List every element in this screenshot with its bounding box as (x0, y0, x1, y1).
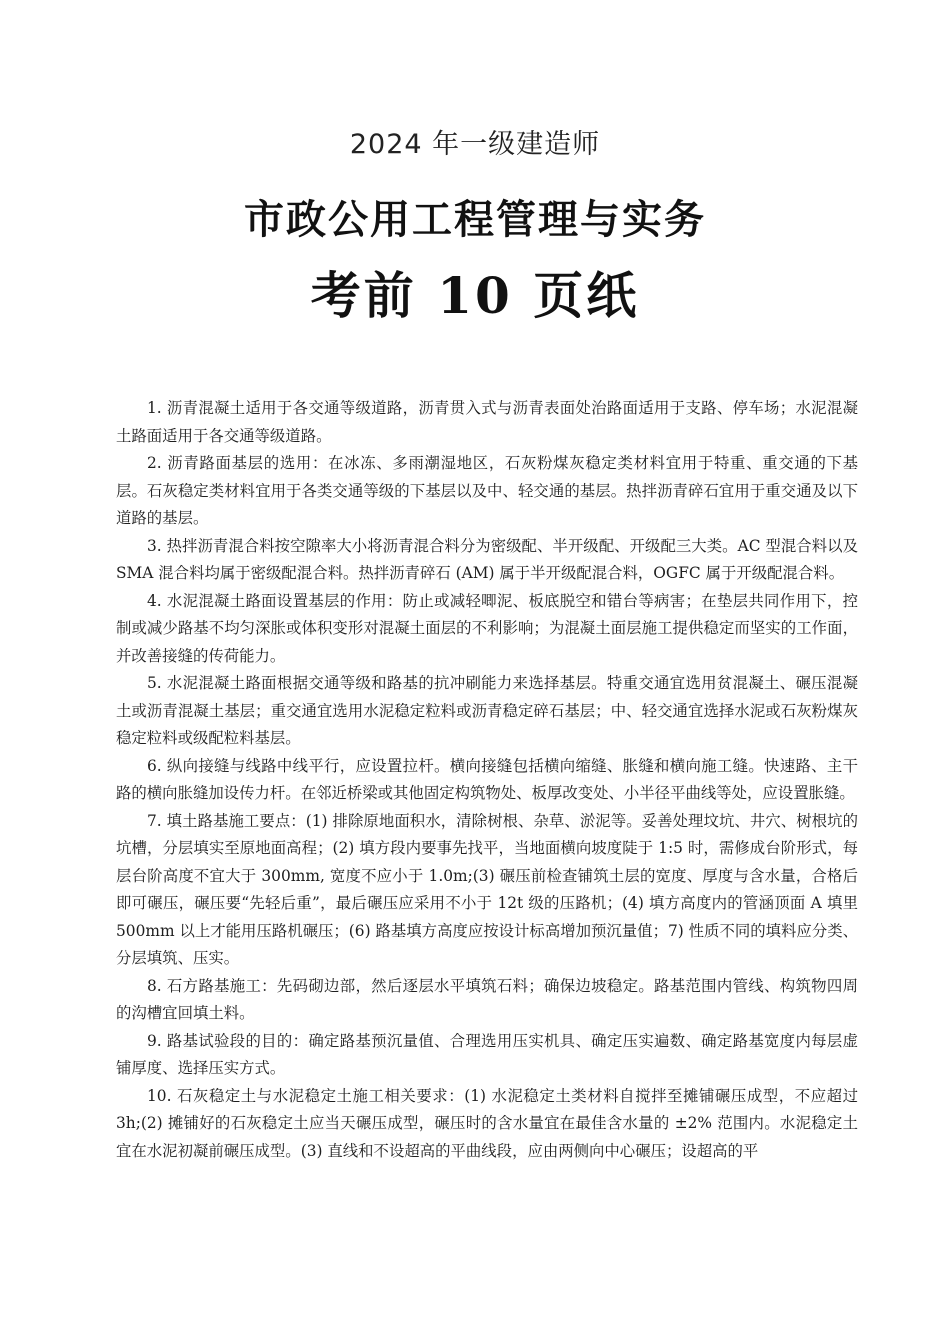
paragraph-5: 5. 水泥混凝土路面根据交通等级和路基的抗冲刷能力来选择基层。特重交通宜选用贫混凝土、碾压混凝土或沥青混凝土基层；重交通宜选用水泥稳定粒料或沥青稳定碎石基层；中、轻交通宜选择水泥或石灰粉煤灰稳定粒料或级配粒料基层。 (116, 674, 858, 747)
body-text (116, 395, 858, 1165)
paragraph-8: 8. 石方路基施工：先码砌边部，然后逐层水平填筑石料；确保边坡稳定。路基范围内管线、构筑物四周的沟槽宜回填土料。 (116, 976, 858, 1022)
exam-title: 2024 年一级建造师 (349, 129, 601, 160)
paragraph-4: 4. 水泥混凝土路面设置基层的作用：防止或减轻唧泥、板底脱空和错台等病害；在垫层共同作用下，控制或减少路基不均匀深胀或体积变形对混凝土面层的不利影响；为混凝土面层施工提供稳定而坚实的工作面，并改善接缝的传荷能力。 (116, 591, 858, 665)
paragraph-10: 10. 石灰稳定土与水泥稳定土施工相关要求：(1) 水泥稳定土类材料自搅拌至摊铺碾压成型，不应超过 3h;(2) 摊铺好的石灰稳定土应当天碾压成型，碾压时的含水量宜在最佳含水量的 ±2% 范围内。水泥稳定土宜在水泥初凝前碾压成型。(3) 直线和不设超高的平曲线段，应由两侧向中心碾压；设超高的平 (116, 1086, 858, 1160)
paragraph-9: 9. 路基试验段的目的：确定路基预沉量值、合理选用压实机具、确定压实遍数、确定路基宽度内每层虚铺厚度、选择压实方式。 (116, 1031, 858, 1077)
subject-title: 市政公用工程管理与实务 (244, 197, 706, 243)
document-title: 考前 10 页纸 (310, 266, 640, 325)
paragraph-2: 2. 沥青路面基层的选用：在冰冻、多雨潮湿地区，石灰粉煤灰稳定类材料宜用于特重、重交通的下基层。石灰稳定类材料宜用于各类交通等级的下基层以及中、轻交通的基层。热拌沥青碎石宜用于重交通及以下道路的基层。 (116, 454, 858, 527)
paragraph-3: 3. 热拌沥青混合料按空隙率大小将沥青混合料分为密级配、半开级配、开级配三大类。AC 型混合料以及 SMA 混合料均属于密级配混合料。热拌沥青碎石 (AM) 属于半开级配混合料，OGFC 属于开级配混合料。 (116, 536, 858, 582)
paragraph-7: 7. 填土路基施工要点：(1) 排除原地面积水，清除树根、杂草、淤泥等。妥善处理坟坑、井穴、树根坑的坑槽，分层填实至原地面高程；(2) 填方段内要事先找平，当地面横向坡度陡于 1:5 时，需修成台阶形式，每层台阶高度不宜大于 300mm, 宽度不应小于 1.0m;(3) 碾压前检查铺筑土层的宽度、厚度与含水量，合格后即可碾压，碾压要“先轻后重”，最后碾压应采用不小于 12t 级的压路机；(4) 填方高度内的管涵顶面 A 填里 500mm 以上才能用压路机碾压；(6) 路基填方高度应按设计标高增加预沉量值；7) 性质不同的填料应分类、分层填筑、压实。 (116, 811, 858, 967)
paragraph-1: 1. 沥青混凝土适用于各交通等级道路，沥青贯入式与沥青表面处治路面适用于支路、停车场；水泥混凝土路面适用于各交通等级道路。 (116, 399, 858, 445)
paragraph-6: 6. 纵向接缝与线路中线平行，应设置拉杆。横向接缝包括横向缩缝、胀缝和横向施工缝。快速路、主干路的横向胀缝加设传力杆。在邻近桥梁或其他固定构筑物处、板厚改变处、小半径平曲线等处，应设置胀缝。 (116, 756, 858, 802)
